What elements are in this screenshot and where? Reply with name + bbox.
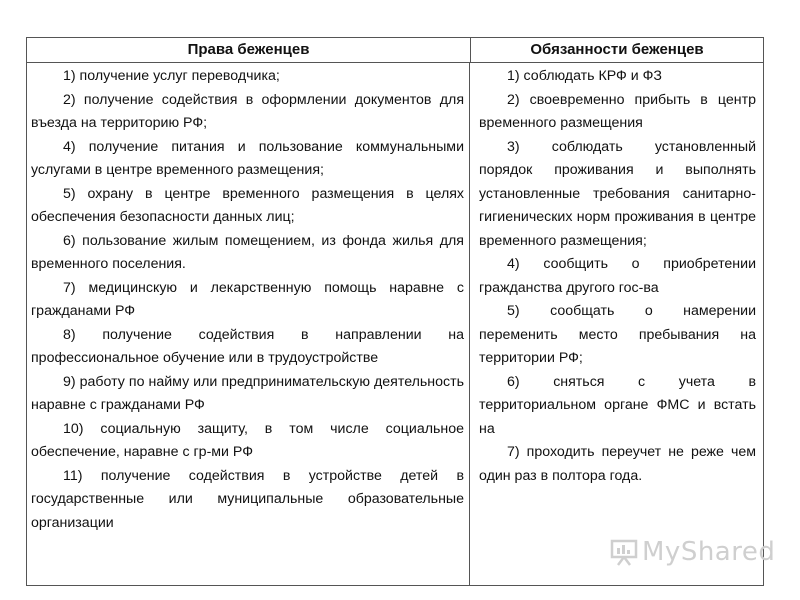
rights-item: 1) получение услуг переводчика; xyxy=(63,68,280,84)
duties-item: 6) сняться с учета в территориальном органе ФМС и встать на xyxy=(479,373,756,437)
duties-item: 4) сообщить о приобретении гражданства другого гос-ва xyxy=(479,256,756,296)
rights-item: 2) получение содействия в оформлении документов для въезда на территорию РФ; xyxy=(31,91,464,131)
duties-column xyxy=(470,63,763,585)
rights-duties-table xyxy=(26,37,764,586)
header-rights: Права беженцев xyxy=(27,38,471,62)
watermark-text: MyShared xyxy=(642,537,776,567)
rights-column xyxy=(27,63,470,585)
header-duties: Обязанности беженцев xyxy=(530,41,704,58)
table-body-row xyxy=(27,63,763,585)
duties-item: 5) сообщать о намерении переменить место пребывания на территории РФ; xyxy=(479,303,756,366)
rights-item: 10) социальную защиту, в том числе социальное обеспечение, наравне с гр-ми РФ xyxy=(31,420,464,460)
duties-item: 3) соблюдать установленный порядок проживания и выполнять установленные требования санитарно-гигиенических норм проживания в центре временного размещения; xyxy=(479,138,756,249)
rights-item: 7) медицинскую и лекарственную помощь наравне с гражданами РФ xyxy=(31,279,464,319)
rights-item: 8) получение содействия в направлении на профессиональное обучение или в трудоустройстве xyxy=(31,326,464,366)
rights-item: 6) пользование жилым помещением, из фонда жилья для временного поселения. xyxy=(31,232,464,272)
duties-item: 7) проходить переучет не реже чем один раз в полтора года. xyxy=(479,444,756,484)
rights-item: 4) получение питания и пользование коммунальными услугами в центре временного размещения; xyxy=(31,138,464,178)
rights-item: 9) работу по найму или предпринимательскую деятельность наравне с гражданами РФ xyxy=(31,373,464,413)
table-header-row xyxy=(27,38,763,63)
duties-item: 2) своевременно прибыть в центр временного размещения xyxy=(479,91,756,131)
rights-item: 5) охрану в центре временного размещения в целях обеспечения безопасности данных лиц; xyxy=(31,185,464,225)
duties-item: 1) соблюдать КРФ и ФЗ xyxy=(507,68,663,84)
rights-item: 11) получение содействия в устройстве детей в государственные или муниципальные образовательные организации xyxy=(31,467,464,531)
